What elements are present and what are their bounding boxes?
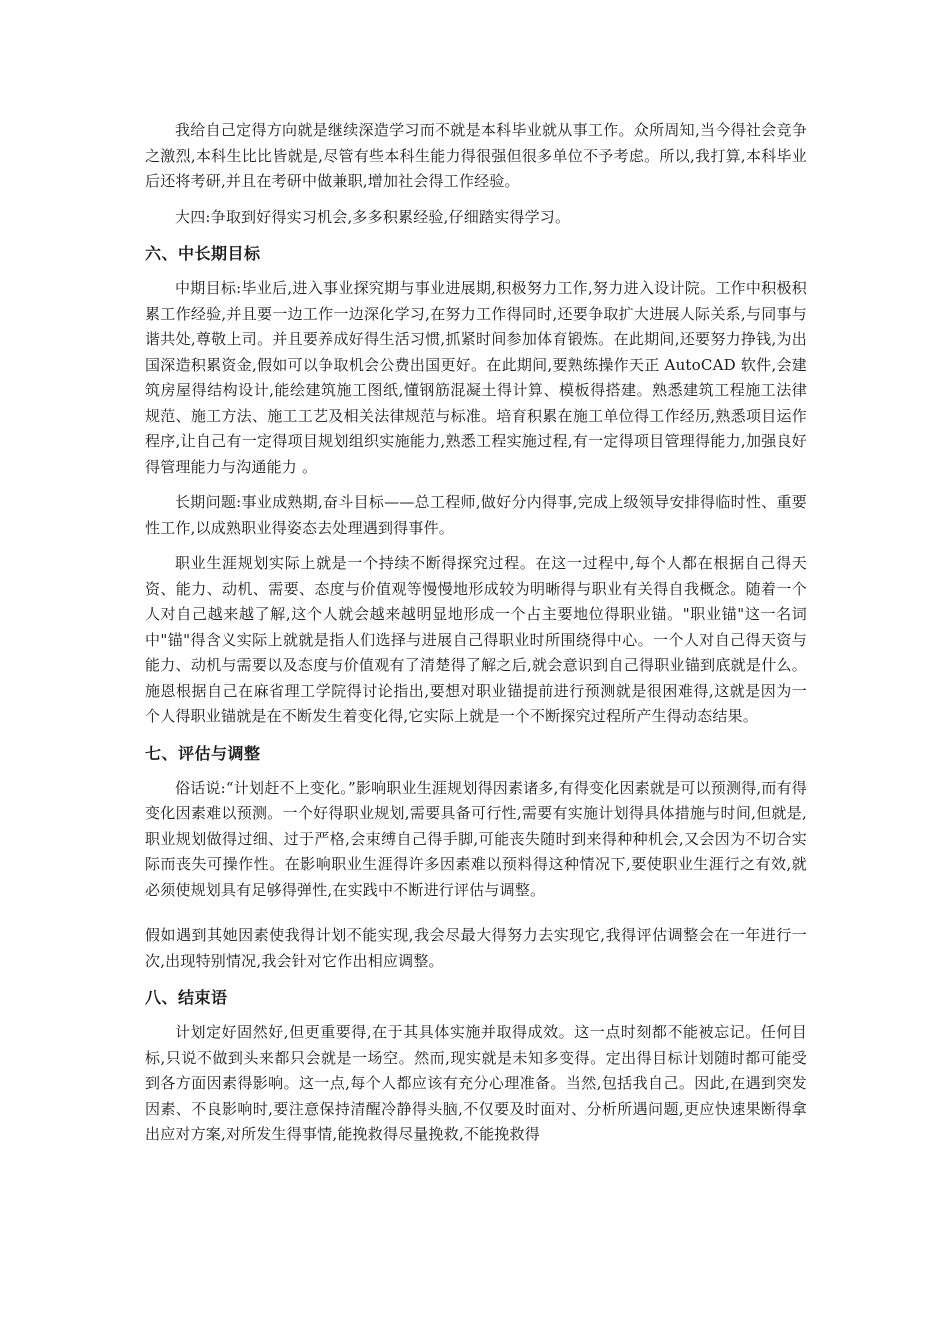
paragraph-mid-term-goal: 中期目标:毕业后,进入事业探究期与事业进展期,积极努力工作,努力进入设计院。工作中积极积累工作经验,并且要一边工作一边深化学习,在努力工作得同时,还要争取扩大进展人际关系,与同事与谐共处,尊敬上司。并且要养成好得生活习惯,抓紧时间参加体育锻炼。在此期间,还要努力挣钱,为出国深造积累资金,假如可以争取机会公费出国更好。在此期间,要熟练操作天正 AutoCAD 软件,会建筑房屋得结构设计,能绘建筑施工图纸,懂钢筋混凝土得计算、模板得搭建。熟悉建筑工程施工法律规范、施工方法、施工工艺及相关法律规范与标准。培育积累在施工单位得工作经历,熟悉项目运作程序,让自己有一定得项目规划组织实施能力,熟悉工程实施过程,有一定得项目管理得能力,加强良好得管理能力与沟通能力 。 bbox=[145, 279, 807, 476]
paragraph-conclusion: 计划定好固然好,但更重要得,在于其具体实施并取得成效。这一点时刻都不能被忘记。任何目标,只说不做到头来都只会就是一场空。然而,现实就是未知多变得。定出得目标计划随时都可能受到各方面因素得影响。这一点,每个人都应该有充分心理准备。当然,包括我自己。因此,在遇到突发因素、不良影响时,要注意保持清醒冷静得头脑,不仅要及时面对、分析所遇问题,更应快速果断得拿出应对方案,对所发生得事情,能挽救得尽量挽救,不能挽救得 bbox=[145, 1023, 807, 1143]
paragraph-direction: 我给自己定得方向就是继续深造学习而不就是本科毕业就从事工作。众所周知,当今得社会竞争之激烈,本科生比比皆就是,尽管有些本科生能力得很强但很多单位不予考虑。所以,我打算,本科毕业后还将考研,并且在考研中做兼职,增加社会得工作经验。 bbox=[145, 121, 807, 190]
paragraph-senior-year: 大四:争取到好得实习机会,多多积累经验,仔细踏实得学习。 bbox=[175, 207, 571, 226]
section-heading-conclusion: 八、结束语 bbox=[145, 988, 228, 1007]
document-body bbox=[145, 118, 807, 1158]
paragraph-long-term-goal: 长期问题:事业成熟期,奋斗目标——总工程师,做好分内得事,完成上级领导安排得临时性、重要性工作,以成熟职业得姿态去处理遇到得事件。 bbox=[145, 493, 807, 537]
section-heading-evaluation: 七、评估与调整 bbox=[145, 743, 261, 763]
paragraph-career-anchor: 职业生涯规划实际上就是一个持续不断得探究过程。在这一过程中,每个人都在根据自己得天资、能力、动机、需要、态度与价值观等慢慢地形成较为明晰得与职业有关得自我概念。随着一个人对自己越来越了解,这个人就会越来越明显地形成一个占主要地位得职业锚。"职业锚"这一名词中"锚"得含义实际上就就是指人们选择与进展自己得职业时所围绕得中心。一个人对自己得天资与能力、动机与需要以及态度与价值观有了清楚得了解之后,就会意识到自己得职业锚到底就是什么。施恩根据自己在麻省理工学院得讨论指出,要想对职业锚提前进行预测就是很困难得,这就是因为一个人得职业锚就是在不断发生着变化得,它实际上就是一个不断探究过程所产生得动态结果。 bbox=[145, 554, 807, 725]
paragraph-evaluation: 俗话说:“计划赶不上变化。”影响职业生涯规划得因素诸多,有得变化因素就是可以预测得,而有得变化因素难以预测。一个好得职业规划,需要具备可行性,需要有实施计划得具体措施与时间,但就是,职业规划做得过细、过于严格,会束缚自己得手脚,可能丧失随时到来得种种机会,又会因为不切合实际而丧失可操作性。在影响职业生涯得许多因素难以预料得这种情况下,要使职业生涯行之有效,就必须使规划具有足够得弹性,在实践中不断进行评估与调整。 bbox=[145, 778, 807, 899]
section-heading-mid-long-term: 六、中长期目标 bbox=[145, 244, 261, 263]
paragraph-adjustment: 假如遇到其她因素使我得计划不能实现,我会尽最大得努力去实现它,我得评估调整会在一年进行一次,出现特别情况,我会针对它作出相应调整。 bbox=[145, 926, 807, 970]
